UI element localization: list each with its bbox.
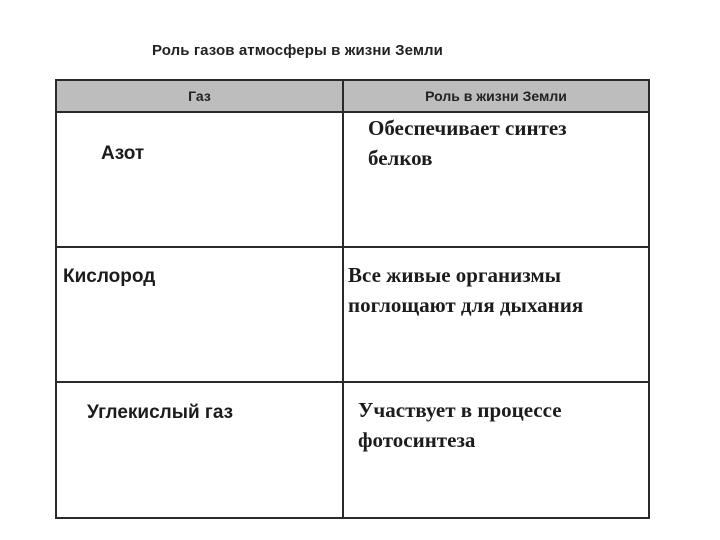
role-line: Все живые организмы	[348, 263, 562, 287]
gas-name: Азот	[101, 143, 145, 164]
role-cell	[343, 247, 649, 382]
gas-cell	[56, 112, 343, 247]
table-row	[56, 382, 649, 518]
table-row	[56, 247, 649, 382]
role-line: белков	[368, 146, 433, 170]
header-gas: Газ	[56, 80, 343, 112]
gases-table	[55, 79, 650, 519]
role-cell	[343, 382, 649, 518]
role-line: поглощают для дыхания	[348, 293, 584, 317]
table-header-row	[56, 80, 649, 112]
page-title: Роль газов атмосферы в жизни Земли	[152, 42, 443, 59]
gas-name: Углекислый газ	[87, 402, 234, 423]
gas-name: Кислород	[63, 266, 156, 287]
role-cell	[343, 112, 649, 247]
role-line: Обеспечивает синтез	[368, 116, 567, 140]
table-row	[56, 112, 649, 247]
header-role: Роль в жизни Земли	[343, 80, 649, 112]
gas-cell	[56, 247, 343, 382]
gas-cell	[56, 382, 343, 518]
role-line: Участвует в процессе	[358, 398, 562, 422]
role-line: фотосинтеза	[358, 428, 476, 452]
